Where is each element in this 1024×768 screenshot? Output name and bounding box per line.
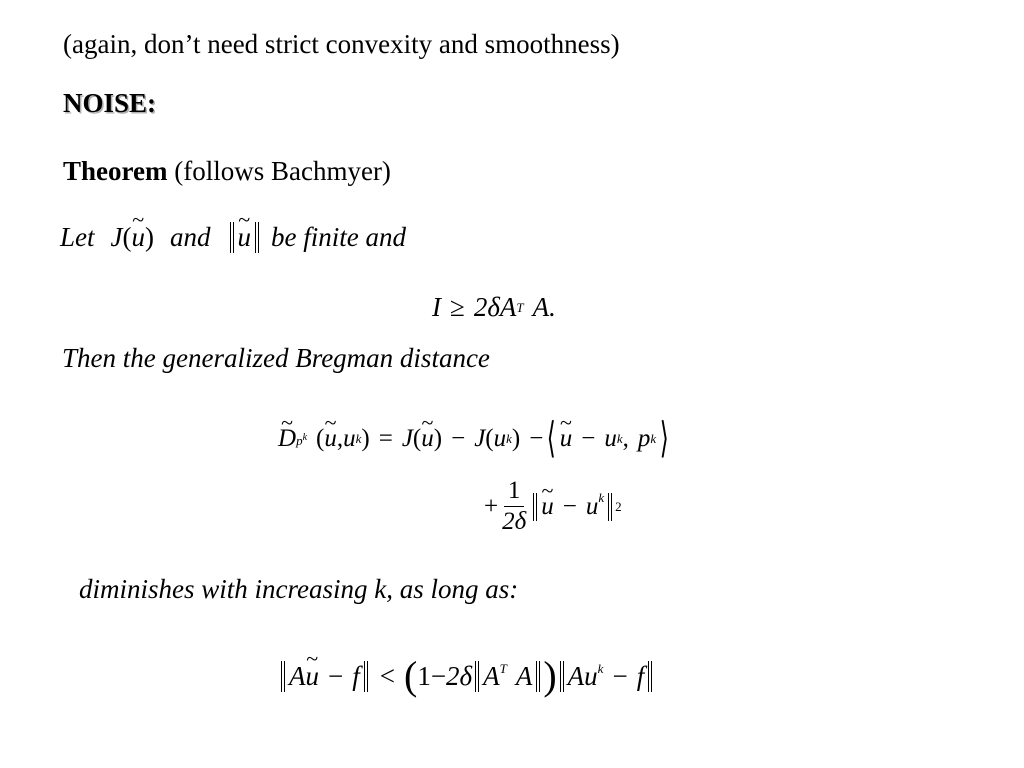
- bregman-penalty-term: + $\frac{1}{2\delta}$ ~ $u - u^k$ 2: [484, 476, 622, 537]
- section-heading-noise: NOISE:: [63, 88, 157, 118]
- operator-a: A: [499, 292, 517, 322]
- operator-norm: $A^T$ A: [475, 661, 540, 692]
- diminishes-text: diminishes with increasing k, as long as:: [79, 574, 519, 604]
- identity-operator: I: [432, 292, 441, 322]
- theorem-header: [63, 156, 391, 187]
- residual-norm-tilde: A~ u − f: [281, 661, 368, 692]
- bregman-d: ~ D: [278, 425, 296, 453]
- geq-sign: ≥: [450, 292, 465, 322]
- j-functional: J: [110, 222, 123, 252]
- bregman-formula: ~ D $p^k$ ( ~ u , u k ) = J ( ~ u ) − J ( u k ) − ⟨ ~ u − u k , p k ⟩: [278, 418, 673, 460]
- operator-a-end: A.: [532, 292, 556, 322]
- bregman-intro: Then the generalized Bregman distance: [62, 343, 490, 373]
- norm-u-minus-uk: ~ $u - u^k$: [533, 493, 612, 521]
- less-than-sign: <: [379, 660, 395, 691]
- two-delta: 2δ: [473, 292, 500, 322]
- and-word: and: [170, 222, 211, 252]
- theorem-hypothesis: Let J ( ~ u ) and ~ u be finite and: [60, 222, 406, 253]
- theorem-source: (follows Bachmyer): [174, 156, 391, 186]
- stopping-inequality: A~ u − f < ( 1− 2δ $A^T$ A ) $Au^k - f$: [278, 656, 655, 696]
- let-word: Let: [60, 222, 95, 252]
- norm-u-tilde: [230, 222, 260, 253]
- one-over-two-delta: $\frac{1}{2\delta}$: [502, 477, 527, 535]
- residual-norm-k: $Au^k - f$: [560, 661, 653, 692]
- condition-inequality: I ≥ 2δ A T A.: [432, 292, 556, 322]
- convexity-note: (again, don’t need strict convexity and smoothness): [63, 29, 620, 59]
- u-tilde: ~ u: [132, 222, 146, 253]
- u-tilde-in-norm: ~ u: [238, 222, 252, 253]
- theorem-label: Theorem: [63, 156, 168, 186]
- plus-sign: +: [484, 492, 499, 520]
- be-finite-and: be finite and: [271, 222, 406, 252]
